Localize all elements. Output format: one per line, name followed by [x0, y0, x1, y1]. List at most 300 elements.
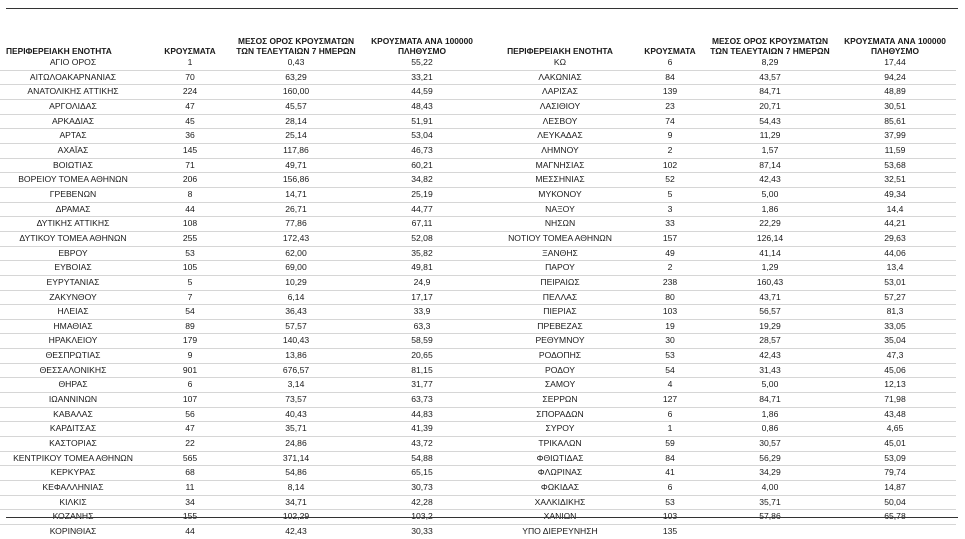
cell-region: ΒΟΡΕΙΟΥ ΤΟΜΕΑ ΑΘΗΝΩΝ	[0, 173, 146, 188]
cell-avg7: 1,57	[706, 143, 834, 158]
cell-avg7: 36,43	[234, 305, 358, 320]
cell-region: ΣΑΜΟΥ	[486, 378, 634, 393]
cell-region: ΤΡΙΚΑΛΩΝ	[486, 437, 634, 452]
cell-region: ΛΕΣΒΟΥ	[486, 114, 634, 129]
cell-avg7: 30,57	[706, 437, 834, 452]
table-row	[0, 56, 486, 70]
cell-per100k: 44,83	[358, 407, 486, 422]
cell-per100k: 14,87	[834, 481, 956, 496]
cell-avg7: 14,71	[234, 187, 358, 202]
cell-avg7: 1,29	[706, 261, 834, 276]
cell-region: ΓΡΕΒΕΝΩΝ	[0, 187, 146, 202]
cell-avg7: 140,43	[234, 334, 358, 349]
cell-per100k: 33,21	[358, 70, 486, 85]
cell-region: ΦΛΩΡΙΝΑΣ	[486, 466, 634, 481]
right-table-half	[486, 20, 956, 539]
cell-cases: 53	[634, 495, 706, 510]
cell-per100k: 57,27	[834, 290, 956, 305]
cell-cases: 7	[146, 290, 234, 305]
table-row	[0, 495, 486, 510]
left-table-half	[0, 20, 486, 539]
cell-per100k: 47,3	[834, 349, 956, 364]
cell-per100k: 25,19	[358, 187, 486, 202]
table-row	[486, 246, 956, 261]
cell-region: ΠΡΕΒΕΖΑΣ	[486, 319, 634, 334]
cell-per100k: 81,15	[358, 363, 486, 378]
cell-region: ΝΟΤΙΟΥ ΤΟΜΕΑ ΑΘΗΝΩΝ	[486, 231, 634, 246]
cell-cases: 47	[146, 99, 234, 114]
cell-region: ΠΕΙΡΑΙΩΣ	[486, 275, 634, 290]
cell-region: ΕΥΒΟΙΑΣ	[0, 261, 146, 276]
cell-cases: 54	[146, 305, 234, 320]
cell-per100k: 46,73	[358, 143, 486, 158]
cell-region: ΦΩΚΙΔΑΣ	[486, 481, 634, 496]
cell-avg7: 8,14	[234, 481, 358, 496]
cell-avg7: 11,29	[706, 129, 834, 144]
table-row	[0, 422, 486, 437]
cell-region: ΚΑΡΔΙΤΣΑΣ	[0, 422, 146, 437]
cell-cases: 5	[634, 187, 706, 202]
cell-per100k: 79,74	[834, 466, 956, 481]
table-row	[486, 393, 956, 408]
cell-cases: 34	[146, 495, 234, 510]
table-row	[486, 99, 956, 114]
cell-avg7: 84,71	[706, 85, 834, 100]
cell-avg7: 56,57	[706, 305, 834, 320]
cell-cases: 238	[634, 275, 706, 290]
cell-avg7: 84,71	[706, 393, 834, 408]
cell-per100k: 81,3	[834, 305, 956, 320]
table-row	[0, 407, 486, 422]
cell-cases: 901	[146, 363, 234, 378]
cell-per100k: 53,04	[358, 129, 486, 144]
table-row	[0, 246, 486, 261]
table-row	[0, 261, 486, 276]
table-row	[486, 129, 956, 144]
cell-per100k: 48,89	[834, 85, 956, 100]
cell-region: ΞΑΝΘΗΣ	[486, 246, 634, 261]
cell-cases: 71	[146, 158, 234, 173]
table-row	[486, 334, 956, 349]
cell-cases: 45	[146, 114, 234, 129]
cell-avg7: 56,29	[706, 451, 834, 466]
cell-region: ΔΡΑΜΑΣ	[0, 202, 146, 217]
table-row	[0, 231, 486, 246]
cell-region: ΣΠΟΡΑΔΩΝ	[486, 407, 634, 422]
cell-region: ΠΑΡΟΥ	[486, 261, 634, 276]
cell-avg7: 73,57	[234, 393, 358, 408]
table-row	[0, 187, 486, 202]
cell-cases: 102	[634, 158, 706, 173]
cell-region: ΛΑΡΙΣΑΣ	[486, 85, 634, 100]
cell-region: ΜΑΓΝΗΣΙΑΣ	[486, 158, 634, 173]
table-row	[486, 261, 956, 276]
cell-avg7: 160,43	[706, 275, 834, 290]
cell-cases: 36	[146, 129, 234, 144]
table-row	[486, 231, 956, 246]
cell-cases: 54	[634, 363, 706, 378]
cell-avg7: 40,43	[234, 407, 358, 422]
cell-region: ΙΩΑΝΝΙΝΩΝ	[0, 393, 146, 408]
table-row	[486, 187, 956, 202]
header-region: ΠΕΡΙΦΕΡΕΙΑΚΗ ΕΝΟΤΗΤΑ	[6, 45, 112, 56]
cell-per100k: 50,04	[834, 495, 956, 510]
cell-per100k: 35,04	[834, 334, 956, 349]
cell-cases: 53	[146, 246, 234, 261]
cell-cases: 49	[634, 246, 706, 261]
cell-region: ΔΥΤΙΚΟΥ ΤΟΜΕΑ ΑΘΗΝΩΝ	[0, 231, 146, 246]
cell-per100k: 44,59	[358, 85, 486, 100]
cell-cases: 59	[634, 437, 706, 452]
cell-cases: 2	[634, 143, 706, 158]
cell-cases: 107	[146, 393, 234, 408]
cell-region: ΣΥΡΟΥ	[486, 422, 634, 437]
table-row	[0, 173, 486, 188]
cell-region: ΘΕΣΠΡΩΤΙΑΣ	[0, 349, 146, 364]
cell-per100k: 20,65	[358, 349, 486, 364]
cell-region: ΑΡΤΑΣ	[0, 129, 146, 144]
cell-region: ΑΙΤΩΛΟΑΚΑΡΝΑΝΙΑΣ	[0, 70, 146, 85]
table-row	[486, 422, 956, 437]
cell-cases: 47	[146, 422, 234, 437]
cell-region: ΑΡΚΑΔΙΑΣ	[0, 114, 146, 129]
cell-cases: 89	[146, 319, 234, 334]
cell-region: ΚΕΝΤΡΙΚΟΥ ΤΟΜΕΑ ΑΘΗΝΩΝ	[0, 451, 146, 466]
cell-avg7: 160,00	[234, 85, 358, 100]
cell-region: ΛΕΥΚΑΔΑΣ	[486, 129, 634, 144]
table-row	[0, 202, 486, 217]
table-row	[0, 437, 486, 452]
table-row	[486, 495, 956, 510]
cell-per100k: 11,59	[834, 143, 956, 158]
cell-region: ΔΥΤΙΚΗΣ ΑΤΤΙΚΗΣ	[0, 217, 146, 232]
cell-per100k: 12,13	[834, 378, 956, 393]
cell-avg7: 43,71	[706, 290, 834, 305]
cell-avg7: 3,14	[234, 378, 358, 393]
cell-per100k: 30,73	[358, 481, 486, 496]
table-row	[0, 525, 486, 539]
cell-region: ΘΕΣΣΑΛΟΝΙΚΗΣ	[0, 363, 146, 378]
cell-avg7: 5,00	[706, 187, 834, 202]
cell-avg7: 117,86	[234, 143, 358, 158]
cell-cases: 6	[634, 481, 706, 496]
table-row	[0, 393, 486, 408]
cell-region: ΚΕΡΚΥΡΑΣ	[0, 466, 146, 481]
cell-avg7: 5,00	[706, 378, 834, 393]
table-row	[486, 173, 956, 188]
cell-per100k: 52,08	[358, 231, 486, 246]
header-avg7: ΜΕΣΟΣ ΟΡΟΣ ΚΡΟΥΣΜΑΤΩΝ ΤΩΝ ΤΕΛΕΥΤΑΙΩΝ 7 ΗΜΕΡΩΝ	[236, 36, 356, 56]
table-row	[486, 349, 956, 364]
cell-cases: 44	[146, 202, 234, 217]
cell-avg7	[706, 525, 834, 539]
cell-avg7: 4,00	[706, 481, 834, 496]
cell-per100k: 53,01	[834, 275, 956, 290]
cell-per100k: 45,01	[834, 437, 956, 452]
cell-region: ΡΟΔΟΠΗΣ	[486, 349, 634, 364]
table-row	[0, 99, 486, 114]
cell-avg7: 26,71	[234, 202, 358, 217]
cell-region: ΡΕΘΥΜΝΟΥ	[486, 334, 634, 349]
cell-cases: 565	[146, 451, 234, 466]
cell-per100k: 42,28	[358, 495, 486, 510]
cell-avg7: 20,71	[706, 99, 834, 114]
cell-avg7: 57,57	[234, 319, 358, 334]
cell-region: ΦΘΙΩΤΙΔΑΣ	[486, 451, 634, 466]
table-row	[0, 481, 486, 496]
cell-per100k: 71,98	[834, 393, 956, 408]
cell-per100k: 63,73	[358, 393, 486, 408]
table-row	[0, 275, 486, 290]
cell-cases: 56	[146, 407, 234, 422]
table-row	[486, 451, 956, 466]
cell-avg7: 49,71	[234, 158, 358, 173]
cell-per100k: 43,72	[358, 437, 486, 452]
cell-region: ΚΑΣΤΟΡΙΑΣ	[0, 437, 146, 452]
cell-cases: 1	[146, 56, 234, 70]
cell-region: ΕΥΡΥΤΑΝΙΑΣ	[0, 275, 146, 290]
cell-cases: 6	[634, 407, 706, 422]
cell-cases: 1	[634, 422, 706, 437]
cell-region: ΚΕΦΑΛΛΗΝΙΑΣ	[0, 481, 146, 496]
cell-per100k: 58,59	[358, 334, 486, 349]
table-row	[486, 70, 956, 85]
cell-per100k: 29,63	[834, 231, 956, 246]
cell-region: ΘΗΡΑΣ	[0, 378, 146, 393]
table-row	[486, 437, 956, 452]
cell-avg7: 6,14	[234, 290, 358, 305]
table-row	[486, 481, 956, 496]
cell-avg7: 156,86	[234, 173, 358, 188]
table-row	[486, 217, 956, 232]
cell-avg7: 41,14	[706, 246, 834, 261]
cell-region: ΑΧΑΪΑΣ	[0, 143, 146, 158]
cell-cases: 44	[185, 526, 195, 536]
cell-avg7: 42,43	[706, 349, 834, 364]
table-row	[0, 85, 486, 100]
cell-region: ΜΥΚΟΝΟΥ	[486, 187, 634, 202]
cell-region: ΜΕΣΣΗΝΙΑΣ	[486, 173, 634, 188]
cell-avg7: 10,29	[234, 275, 358, 290]
cell-cases: 6	[634, 56, 706, 70]
cell-region: ΛΗΜΝΟΥ	[486, 143, 634, 158]
cell-region: ΠΙΕΡΙΑΣ	[486, 305, 634, 320]
cell-avg7: 42,43	[285, 526, 307, 536]
cell-avg7: 54,43	[706, 114, 834, 129]
cell-avg7: 676,57	[234, 363, 358, 378]
table-row	[486, 114, 956, 129]
cell-avg7: 126,14	[706, 231, 834, 246]
cell-avg7: 22,29	[706, 217, 834, 232]
cell-region: ΚΟΡΙΝΘΙΑΣ	[49, 526, 97, 536]
cell-per100k: 33,9	[358, 305, 486, 320]
cell-per100k: 53,68	[834, 158, 956, 173]
cell-region: ΥΠΟ ΔΙΕΡΕΥΝΗΣΗ	[522, 526, 598, 536]
header-cases: ΚΡΟΥΣΜΑΤΑ	[164, 45, 216, 56]
cell-per100k: 63,3	[358, 319, 486, 334]
cell-cases: 70	[146, 70, 234, 85]
cell-avg7: 35,71	[234, 422, 358, 437]
cell-per100k: 35,82	[358, 246, 486, 261]
cell-per100k: 44,06	[834, 246, 956, 261]
cell-cases: 19	[634, 319, 706, 334]
cell-region: ΝΑΞΟΥ	[486, 202, 634, 217]
cell-cases: 68	[146, 466, 234, 481]
cell-avg7: 31,43	[706, 363, 834, 378]
cell-avg7: 8,29	[706, 56, 834, 70]
cell-cases: 8	[146, 187, 234, 202]
cell-avg7: 0,43	[234, 56, 358, 70]
table-row	[486, 275, 956, 290]
cell-per100k: 13,4	[834, 261, 956, 276]
cell-cases: 3	[634, 202, 706, 217]
cell-per100k: 37,99	[834, 129, 956, 144]
cell-region: ΠΕΛΛΑΣ	[486, 290, 634, 305]
cell-avg7: 371,14	[234, 451, 358, 466]
cell-cases: 2	[634, 261, 706, 276]
cell-per100k: 17,17	[358, 290, 486, 305]
header-region: ΠΕΡΙΦΕΡΕΙΑΚΗ ΕΝΟΤΗΤΑ	[507, 45, 613, 56]
cell-cases: 5	[146, 275, 234, 290]
cell-avg7: 25,14	[234, 129, 358, 144]
cell-region: ΚΙΛΚΙΣ	[0, 495, 146, 510]
cases-table-right	[486, 20, 956, 539]
cell-cases: 84	[634, 451, 706, 466]
cell-per100k: 60,21	[358, 158, 486, 173]
cell-avg7: 34,71	[234, 495, 358, 510]
cell-region: ΝΗΣΩΝ	[486, 217, 634, 232]
table-row	[0, 305, 486, 320]
cell-per100k: 49,34	[834, 187, 956, 202]
cell-cases: 41	[634, 466, 706, 481]
cell-avg7: 13,86	[234, 349, 358, 364]
cell-per100k: 33,05	[834, 319, 956, 334]
cell-avg7: 42,43	[706, 173, 834, 188]
cell-region: ΣΕΡΡΩΝ	[486, 393, 634, 408]
cell-per100k: 32,51	[834, 173, 956, 188]
cell-per100k: 17,44	[834, 56, 956, 70]
cell-avg7: 43,57	[706, 70, 834, 85]
table-row	[486, 56, 956, 70]
table-row	[486, 85, 956, 100]
cell-per100k: 31,77	[358, 378, 486, 393]
cell-region: ΒΟΙΩΤΙΑΣ	[0, 158, 146, 173]
cell-per100k: 48,43	[358, 99, 486, 114]
header-cases: ΚΡΟΥΣΜΑΤΑ	[644, 45, 696, 56]
bottom-rule	[6, 517, 958, 518]
cell-per100k: 94,24	[834, 70, 956, 85]
cell-region: ΕΒΡΟΥ	[0, 246, 146, 261]
cell-cases: 103	[634, 305, 706, 320]
cell-avg7: 77,86	[234, 217, 358, 232]
cell-cases: 108	[146, 217, 234, 232]
cell-per100k: 43,48	[834, 407, 956, 422]
cell-region: ΛΑΚΩΝΙΑΣ	[486, 70, 634, 85]
table-row	[0, 349, 486, 364]
cell-per100k: 30,33	[411, 526, 433, 536]
table-row	[0, 363, 486, 378]
table-row	[486, 378, 956, 393]
table-row	[486, 466, 956, 481]
table-row	[0, 143, 486, 158]
cell-per100k: 85,61	[834, 114, 956, 129]
table-row	[0, 466, 486, 481]
cell-cases: 11	[146, 481, 234, 496]
cell-region: ΡΟΔΟΥ	[486, 363, 634, 378]
table-row	[0, 451, 486, 466]
cell-region: ΧΑΛΚΙΔΙΚΗΣ	[486, 495, 634, 510]
cell-cases: 52	[634, 173, 706, 188]
cell-cases: 33	[634, 217, 706, 232]
cell-cases: 127	[634, 393, 706, 408]
cell-cases: 80	[634, 290, 706, 305]
cell-region: ΚΑΒΑΛΑΣ	[0, 407, 146, 422]
table-row	[0, 378, 486, 393]
cell-per100k: 67,11	[358, 217, 486, 232]
cell-cases: 255	[146, 231, 234, 246]
cell-cases: 53	[634, 349, 706, 364]
table-row	[486, 290, 956, 305]
cell-per100k: 4,65	[834, 422, 956, 437]
table-row	[0, 129, 486, 144]
table-row	[0, 319, 486, 334]
cell-per100k: 55,22	[358, 56, 486, 70]
cell-cases: 30	[634, 334, 706, 349]
header-avg7: ΜΕΣΟΣ ΟΡΟΣ ΚΡΟΥΣΜΑΤΩΝ ΤΩΝ ΤΕΛΕΥΤΑΙΩΝ 7 ΗΜΕΡΩΝ	[710, 36, 830, 56]
cell-region: ΑΡΓΟΛΙΔΑΣ	[0, 99, 146, 114]
cell-avg7: 0,86	[706, 422, 834, 437]
cell-per100k: 45,06	[834, 363, 956, 378]
cell-cases: 23	[634, 99, 706, 114]
cell-per100k: 44,21	[834, 217, 956, 232]
cell-region: ΛΑΣΙΘΙΟΥ	[486, 99, 634, 114]
cell-cases: 224	[146, 85, 234, 100]
cases-table-left	[0, 20, 486, 539]
cell-avg7: 1,86	[706, 202, 834, 217]
header-row	[486, 20, 956, 56]
cell-per100k: 54,88	[358, 451, 486, 466]
cell-cases: 6	[146, 378, 234, 393]
cell-per100k: 34,82	[358, 173, 486, 188]
header-per100k: ΚΡΟΥΣΜΑΤΑ ΑΝΑ 100000 ΠΛΗΘΥΣΜΟ	[371, 36, 473, 56]
table-row	[0, 114, 486, 129]
table-row	[486, 363, 956, 378]
table-row	[0, 158, 486, 173]
cell-cases: 179	[146, 334, 234, 349]
table-row	[486, 143, 956, 158]
table-row	[486, 319, 956, 334]
cell-avg7: 54,86	[234, 466, 358, 481]
table-row	[486, 407, 956, 422]
cell-per100k	[834, 525, 956, 539]
header-per100k: ΚΡΟΥΣΜΑΤΑ ΑΝΑ 100000 ΠΛΗΘΥΣΜΟ	[844, 36, 946, 56]
cell-cases: 9	[146, 349, 234, 364]
cell-avg7: 45,57	[234, 99, 358, 114]
cell-cases: 206	[146, 173, 234, 188]
cell-per100k: 51,91	[358, 114, 486, 129]
cell-cases: 4	[634, 378, 706, 393]
table-row	[486, 158, 956, 173]
table-row	[0, 70, 486, 85]
cell-avg7: 19,29	[706, 319, 834, 334]
cell-cases: 145	[146, 143, 234, 158]
cell-region: ΑΓΙΟ ΟΡΟΣ	[0, 56, 146, 70]
cell-cases: 22	[146, 437, 234, 452]
cell-region: ΗΜΑΘΙΑΣ	[0, 319, 146, 334]
cell-region: ΑΝΑΤΟΛΙΚΗΣ ΑΤΤΙΚΗΣ	[0, 85, 146, 100]
cell-avg7: 69,00	[234, 261, 358, 276]
cell-avg7: 63,29	[234, 70, 358, 85]
